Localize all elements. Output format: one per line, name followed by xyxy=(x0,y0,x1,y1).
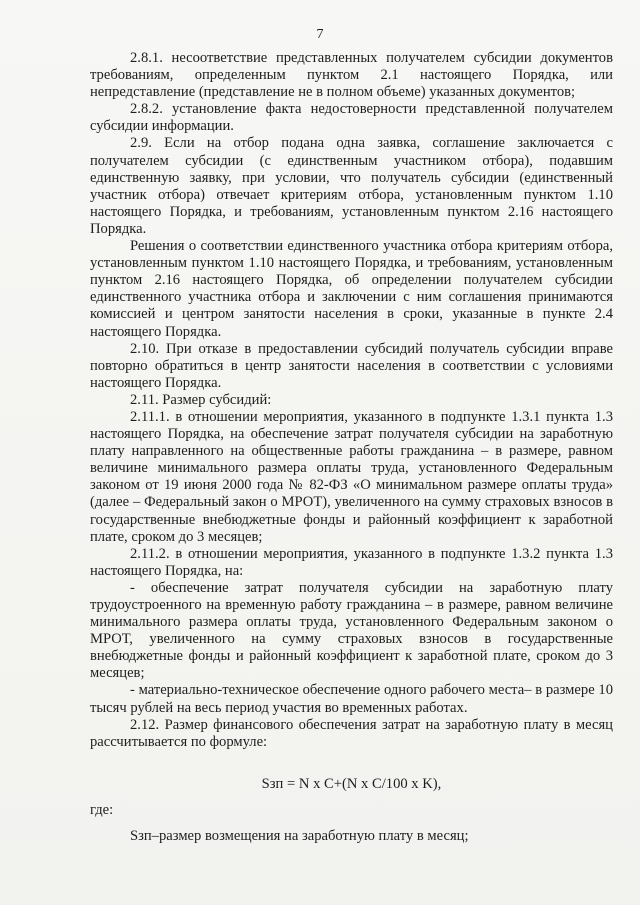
where-label: где: xyxy=(90,801,114,818)
document-body xyxy=(90,50,613,845)
formula: Sзп = N x C+(N x C/100 x K), xyxy=(261,775,442,792)
paragraph-2-10: 2.10. При отказе в предоставлении субсидий получатель субсидии вправе повторно обратиться в центр занятости населения в соответствии с условиями настоящего Порядка. xyxy=(90,340,613,391)
paragraph-2-11: 2.11. Размер субсидий: xyxy=(130,391,272,408)
paragraph-2-11-1: 2.11.1. в отношении мероприятия, указанного в подпункте 1.3.1 пункта 1.3 настоящего Порядка, на обеспечение затрат получателя субсидии на заработную плату направленного на общественные работы гражданина – в размере, равном величине минимального размера оплаты труда, установленного Федеральным законом от 19 июня 2000 года № 82-ФЗ «О минимальном размере оплаты труда» (далее – Федеральный закон о МРОТ), увеличенного на сумму страховых взносов в государственные внебюджетные фонды и районный коэффициент к заработной плате, сроком до 3 месяцев; xyxy=(90,408,613,545)
paragraph-2-9: 2.9. Если на отбор подана одна заявка, соглашение заключается с получателем субсидии (с единственным участником отбора), подавшим единственную заявку, при условии, что получатель субсидии (единственный участник отбора) отвечает критериям отбора, установленным пунктом 1.10 настоящего Порядка, и требованиям, установленным пунктом 2.16 настоящего Порядка. xyxy=(90,135,613,237)
paragraph-decisions: Решения о соответствии единственного участника отбора критериям отбора, установленным пунктом 1.10 настоящего Порядка, и требованиям, установленным пунктом 2.16 настоящего Порядка, об определении получателем субсидии единственного участника отбора и заключении с ним соглашения принимаются комиссией и центром занятости населения в сроки, указанные в пункте 2.4 настоящего Порядка. xyxy=(90,238,613,340)
paragraph-2-8-2: 2.8.2. установление факта недостоверности представленной получателем субсидии информации. xyxy=(90,101,613,135)
list-item-wage-costs: - обеспечение затрат получателя субсидии на заработную плату трудоустроенного на временную работу гражданина – в размере, равном величине минимального размера оплаты труда, установленного Федеральным законом о МРОТ, увеличенного на сумму страховых взносов в государственные внебюджетные фонды и районный коэффициент к заработной плате, сроком до 3 месяцев; xyxy=(90,579,613,682)
paragraph-2-12: 2.12. Размер финансового обеспечения затрат на заработную плату в месяц рассчитывается по формуле: xyxy=(90,716,613,750)
formula-definition: Sзп–размер возмещения на заработную плату в месяц; xyxy=(130,828,469,845)
paragraph-2-8-1: 2.8.1. несоответствие представленных получателем субсидии документов требованиям, определенным пунктом 2.1 настоящего Порядка, или непредставление (представление не в полном объеме) указанных документов; xyxy=(90,50,613,101)
page-number: 7 xyxy=(316,27,324,42)
paragraph-2-11-2: 2.11.2. в отношении мероприятия, указанного в подпункте 1.3.2 пункта 1.3 настоящего Порядка, на: xyxy=(90,545,613,579)
list-item-workplace-equipment: - материально-техническое обеспечение одного рабочего места– в размере 10 тысяч рублей на весь период участия во временных работах. xyxy=(90,682,613,716)
